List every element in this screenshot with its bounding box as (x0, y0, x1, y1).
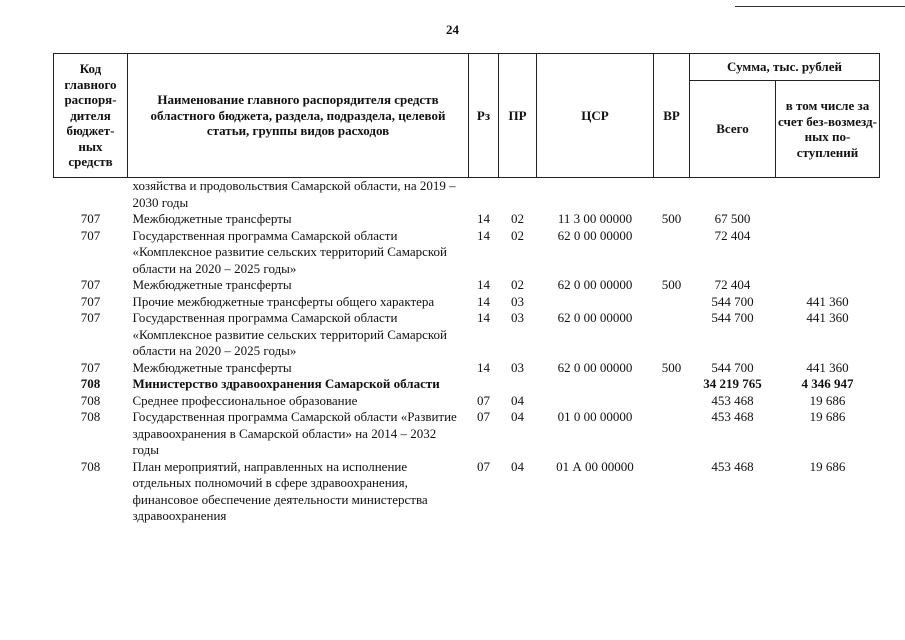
table-row (54, 459, 880, 525)
cell-pr: 02 (511, 211, 524, 226)
cell-total: 34 219 765 (703, 376, 762, 391)
cell-name: Межбюджетные трансферты (132, 211, 292, 226)
cell-csr: 01 0 00 00000 (557, 409, 633, 424)
cell-code: 708 (80, 376, 101, 391)
cell-grants (776, 277, 880, 294)
header-pr: ПР (499, 54, 537, 178)
cell-name: Межбюджетные трансферты (132, 359, 292, 375)
cell-rz: 14 (477, 211, 490, 226)
cell-name: План мероприятий, направленных на исполнение отдельных полномочий в сфере здравоохранения, финансовое обеспечение деятельности министерства здравоохранения (132, 458, 428, 523)
cell-code: 707 (80, 293, 101, 309)
cell-grants: 4 346 947 (801, 376, 854, 391)
table-row (54, 376, 880, 393)
cell-name: Среднее профессиональное образование (132, 392, 358, 408)
cell-rz: 07 (477, 458, 490, 474)
cell-pr: 04 (511, 458, 524, 474)
cell-vr (654, 376, 690, 393)
cell-grants: 441 360 (806, 310, 849, 325)
cell-code: 707 (80, 227, 101, 243)
cell-code: 707 (80, 310, 101, 325)
cell-name: Государственная программа Самарской области «Комплексное развитие сельских территорий Самарской области на 2020 – 2025 годы» (132, 227, 447, 276)
cell-csr: 01 А 00 00000 (556, 458, 634, 474)
cell-pr: 02 (511, 227, 524, 243)
table-row (54, 409, 880, 459)
cell-grants: 19 686 (809, 392, 846, 408)
cell-pr: 03 (511, 293, 524, 309)
cell-vr (654, 294, 690, 311)
cell-vr (654, 228, 690, 278)
cell-total: 453 468 (711, 392, 754, 408)
cell-name: Прочие межбюджетные трансферты общего характера (132, 293, 435, 309)
cell-code (54, 178, 128, 212)
cell-pr (499, 178, 537, 212)
cell-csr: 62 0 00 00000 (557, 359, 633, 375)
header-code: Код главного распоря-дителя бюджет-ных средств (54, 54, 128, 178)
cell-pr: 04 (511, 409, 524, 424)
cell-total: 453 468 (711, 409, 754, 424)
cell-name: Государственная программа Самарской области «Развитие здравоохранения в Самарской области» на 2014 – 2032 годы (132, 409, 457, 457)
cell-grants: 441 360 (806, 293, 849, 309)
cell-rz: 14 (477, 293, 490, 309)
cell-pr: 03 (511, 310, 524, 325)
cell-rz: 14 (477, 310, 490, 325)
table-row (54, 228, 880, 278)
cell-grants (776, 228, 880, 278)
cell-grants: 441 360 (806, 359, 849, 375)
cell-vr (654, 310, 690, 360)
header-rz: Рз (469, 54, 499, 178)
cell-pr: 04 (511, 392, 524, 408)
cell-csr: 62 0 00 00000 (557, 227, 633, 243)
cell-grants (776, 178, 880, 212)
cell-total: 544 700 (711, 293, 754, 309)
cell-pr: 03 (511, 359, 524, 375)
cell-csr (537, 294, 654, 311)
cell-vr: 500 (661, 359, 682, 375)
cell-total (690, 178, 776, 212)
cell-code: 707 (80, 359, 101, 375)
cell-grants: 19 686 (809, 409, 846, 424)
table-row (54, 393, 880, 410)
cell-vr (654, 459, 690, 525)
cell-csr (537, 376, 654, 393)
cell-vr (654, 409, 690, 459)
cell-total: 72 404 (714, 227, 751, 243)
cell-code: 708 (80, 392, 101, 408)
cell-csr: 62 0 00 00000 (557, 310, 633, 325)
cell-rz: 14 (477, 227, 490, 243)
header-grants: в том числе за счет без-возмезд-ных по-ступлений (776, 81, 880, 178)
cell-pr: 02 (511, 277, 524, 292)
cell-total: 544 700 (711, 310, 754, 325)
budget-table (53, 53, 880, 525)
cell-vr: 500 (661, 211, 682, 226)
cell-code: 708 (80, 409, 101, 424)
cell-name: Межбюджетные трансферты (132, 277, 292, 292)
table-row (54, 360, 880, 377)
cell-vr (654, 393, 690, 410)
cell-vr: 500 (661, 277, 682, 292)
cell-total: 453 468 (711, 458, 754, 474)
header-sum: Сумма, тыс. рублей (690, 54, 880, 81)
cell-rz: 07 (477, 409, 490, 424)
cell-name: хозяйства и продовольствия Самарской области, на 2019 – 2030 годы (132, 178, 456, 210)
cell-rz: 14 (477, 359, 490, 375)
cell-pr (499, 376, 537, 393)
cell-total: 544 700 (711, 359, 754, 375)
cell-rz: 14 (477, 277, 490, 292)
header-total: Всего (690, 81, 776, 178)
cell-grants (776, 211, 880, 228)
page-number: 24 (446, 22, 459, 37)
table-row (54, 178, 880, 212)
cell-vr (654, 178, 690, 212)
table-row (54, 310, 880, 360)
table-header (54, 54, 880, 178)
cell-rz (469, 178, 499, 212)
cell-csr: 62 0 00 00000 (557, 277, 633, 292)
cell-grants: 19 686 (809, 458, 846, 474)
cell-rz (469, 376, 499, 393)
table-body (54, 178, 880, 525)
cell-name: Министерство здравоохранения Самарской области (132, 376, 440, 391)
table-row (54, 294, 880, 311)
header-vr: ВР (654, 54, 690, 178)
header-name: Наименование главного распорядителя средств областного бюджета, раздела, подраздела, целевой статьи, группы видов расходов (128, 54, 469, 178)
cell-code: 707 (80, 277, 101, 292)
cell-csr (537, 178, 654, 212)
cell-name: Государственная программа Самарской области «Комплексное развитие сельских территорий Самарской области на 2020 – 2025 годы» (132, 310, 447, 358)
cell-total: 72 404 (714, 277, 751, 292)
cell-code: 708 (80, 458, 101, 474)
corner-rule (735, 6, 905, 7)
header-csr: ЦСР (537, 54, 654, 178)
table-row (54, 277, 880, 294)
cell-code: 707 (80, 211, 101, 226)
cell-csr (537, 393, 654, 410)
cell-csr: 11 3 00 00000 (557, 211, 633, 226)
cell-total: 67 500 (714, 211, 751, 226)
table-row (54, 211, 880, 228)
cell-rz: 07 (477, 392, 490, 408)
